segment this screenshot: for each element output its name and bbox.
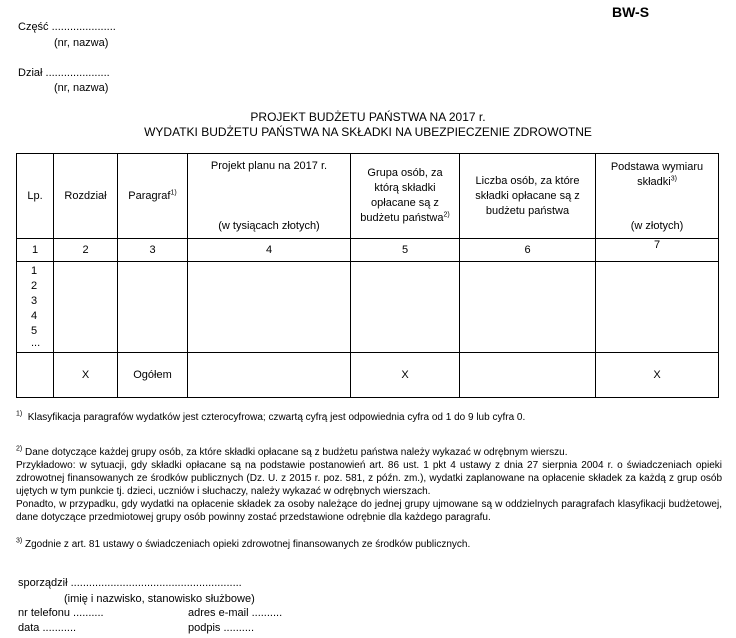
dzial-hint: (nr, nazwa) <box>54 82 109 94</box>
sporzadzil-label: sporządził <box>18 577 68 589</box>
col-number: 4 <box>188 239 351 262</box>
footnote-2-text-a: Dane dotyczące każdej grupy osób, za które składki opłacane są z budżetu państwa należy wykazać w odrębnym wierszu. <box>25 447 568 458</box>
footnote-2-marker: 2) <box>16 445 23 453</box>
sporzadzil-dots: ........................................................ <box>70 577 242 589</box>
footnote-2-text-b: Przykładowo: w sytuacji, gdy składki opłacane są na podstawie postanowień art. 86 ust. 1 pkt 4 ustawy z dnia 27 sierpnia 2004 r. o świadczeniach opieki zdrowotnej finansowanych ze środków publicznych (Dz. U. z 2015 r. poz. 581, z późn. zm.), wydatki zaplanowane na opłacenie składek za każdą z grup osób ujętych w tym punkcie tj. dzieci, uczniów i słuchaczy, należy wykazać w odrębnych wierszach. <box>16 460 722 497</box>
header-projekt <box>188 154 351 239</box>
form-code: BW-S <box>612 4 650 20</box>
czesc-hint: (nr, nazwa) <box>54 37 109 49</box>
header-liczba: Liczba osób, za które składki opłacane są z budżetu państwa <box>460 154 596 239</box>
lp-item: 1 <box>31 265 38 277</box>
header-paragraf <box>118 154 188 239</box>
header-podstawa <box>596 154 719 239</box>
cell-projekt[interactable] <box>188 262 351 353</box>
total-label: Ogółem <box>118 353 188 398</box>
footnote-3-text: Zgodnie z art. 81 ustawy o świadczeniach opieki zdrowotnej finansowanych ze środków publicznych. <box>25 539 471 550</box>
lp-item: 2 <box>31 280 38 292</box>
title-line-2: WYDATKI BUDŻETU PAŃSTWA NA SKŁADKI NA UBEZPIECZENIE ZDROWOTNE <box>144 125 592 139</box>
footnote-ref-3: 3) <box>670 175 677 183</box>
sporzadzil-field <box>18 577 242 589</box>
footnote-1-marker: 1) <box>16 410 23 418</box>
dzial-dots: ..................... <box>45 67 110 79</box>
signature-field: podpis .......... <box>188 622 255 634</box>
dzial-label: Dział <box>18 67 43 79</box>
footnote-2-text-c: Ponadto, w przypadku, gdy wydatki na opłacenie składek za osoby należące do jednej grupy ujmowane są w oddzielnych paragrafach klasyfikacji budżetowej, dane dotyczące przedmiotowej grupy osób powinny zostać przedstawione odrębnie dla każdego paragrafu. <box>16 499 722 523</box>
lp-item: 5 <box>31 325 38 337</box>
date-field: data ........... <box>18 622 77 634</box>
title-line-1: PROJEKT BUDŻETU PAŃSTWA NA 2017 r. <box>250 110 486 124</box>
footnote-3 <box>16 538 722 551</box>
col-number: 1 <box>17 239 54 262</box>
footnote-ref-2: 2) <box>443 211 450 219</box>
email-field: adres e-mail .......... <box>188 607 283 619</box>
footnote-1-text: Klasyfikacja paragrafów wydatków jest czterocyfrowa; czwartą cyfrą jest odpowiednia cyfra od 1 do 9 lub cyfra 0. <box>27 412 526 423</box>
footnote-ref-1: 1) <box>170 189 177 197</box>
budget-table <box>16 153 719 398</box>
cell-liczba[interactable] <box>460 262 596 353</box>
header-row <box>17 154 719 239</box>
col-number: 7 <box>596 239 719 262</box>
total-row <box>17 353 719 398</box>
header-rozdzial: Rozdział <box>54 154 118 239</box>
header-lp: Lp. <box>17 154 54 239</box>
sporzadzil-hint: (imię i nazwisko, stanowisko służbowe) <box>64 593 255 605</box>
lp-list <box>17 262 54 353</box>
header-projekt-unit: (w tysiącach złotych) <box>218 220 320 232</box>
col-number: 2 <box>54 239 118 262</box>
cell-podstawa[interactable] <box>596 262 719 353</box>
footnote-3-marker: 3) <box>16 537 23 545</box>
header-podstawa-unit: (w złotych) <box>630 220 684 232</box>
total-rozdzial: X <box>54 353 118 398</box>
footnote-1 <box>16 411 722 424</box>
total-grupa: X <box>351 353 460 398</box>
header-projekt-label: Projekt planu na 2017 r. <box>210 160 328 172</box>
total-lp <box>17 353 54 398</box>
lp-item: ... <box>31 337 41 349</box>
lp-item: 3 <box>31 295 38 307</box>
column-numbers-row <box>17 239 719 262</box>
total-podstawa: X <box>596 353 719 398</box>
lp-item: 4 <box>31 310 38 322</box>
header-paragraf-label: Paragraf <box>128 190 171 202</box>
total-liczba[interactable] <box>460 353 596 398</box>
footnote-2 <box>16 446 722 524</box>
data-row <box>17 262 719 353</box>
phone-field: nr telefonu .......... <box>18 607 104 619</box>
cell-rozdzial[interactable] <box>54 262 118 353</box>
czesc-dots: ..................... <box>51 21 116 33</box>
col-number: 6 <box>460 239 596 262</box>
dzial-field <box>18 67 110 79</box>
total-projekt[interactable] <box>188 353 351 398</box>
czesc-field <box>18 21 116 33</box>
cell-paragraf[interactable] <box>118 262 188 353</box>
header-grupa <box>351 154 460 239</box>
col-number: 5 <box>351 239 460 262</box>
czesc-label: Część <box>18 21 49 33</box>
header-podstawa-label: Podstawa wymiaru składki <box>610 161 704 188</box>
cell-grupa[interactable] <box>351 262 460 353</box>
header-grupa-label: Grupa osób, za którą składki opłacane są z budżetu państwa <box>360 167 444 224</box>
col-number: 3 <box>118 239 188 262</box>
